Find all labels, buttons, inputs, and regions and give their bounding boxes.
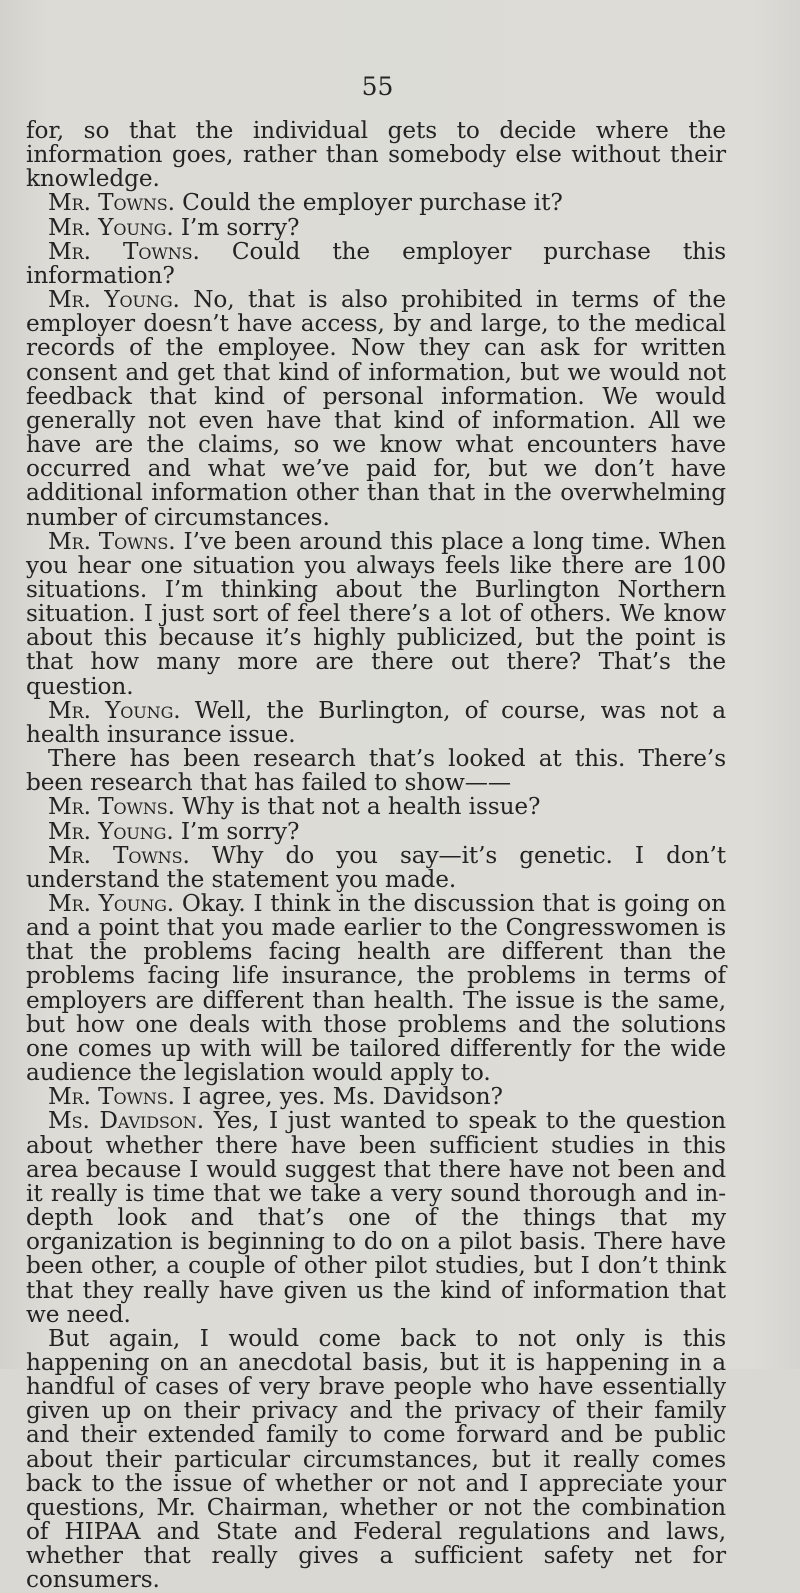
speaker-name: Mr. Towns.: [48, 189, 175, 217]
paragraph: [26, 795, 726, 819]
paragraph: [26, 1109, 726, 1326]
paragraph: [26, 1324, 726, 1593]
speaker-name: Mr. Towns.: [48, 793, 175, 821]
paragraph: [26, 237, 727, 289]
speaker-name: Mr. Young.: [48, 213, 174, 241]
paragraph: [26, 119, 726, 191]
paragraph: [26, 527, 726, 700]
paragraph-text: Could the employer purchase this information?: [26, 237, 727, 289]
paragraph: [26, 747, 726, 795]
speaker-name: Ms. Davidson.: [48, 1107, 204, 1135]
paragraph-text: But again, I would come back to not only is this happening on an anecdotal basis, but it is happening in a handful of cases of very brave people who have essentially given up on their privacy and the privacy of their family and their extended family to come forward and be public about their particular circumstances, but it really comes back to the issue of whether or not and I appreciate your questions, Mr. Chairman, whether or not the combination of HIPAA and State and Federal regulations and laws, whether that really gives a sufficient safety net for consumers.: [26, 1324, 726, 1593]
paragraph-text: I’m sorry?: [180, 817, 300, 845]
paragraph-text: Why is that not a health issue?: [182, 793, 541, 821]
paragraph: [26, 892, 726, 1085]
paragraph: [26, 191, 726, 215]
speaker-name: Mr. Towns.: [48, 841, 190, 869]
paragraph-text: Could the employer purchase it?: [182, 189, 563, 217]
paragraph: [26, 817, 726, 845]
paragraph-text: No, that is also prohibited in terms of the employer doesn’t have access, by and large, to the medical records of the employee. Now they can ask for written consent and get that kind of information, but we would not feedback that kind of personal information. We would generally not even have that kind of information. All we have are the claims, so we know what encounters have occurred and what we’ve paid for, but we don’t have additional information other than that in the overwhelming number of circumstances.: [26, 286, 726, 531]
paragraph-text: Why do you say—it’s genetic. I don’t understand the statement you made.: [26, 841, 726, 893]
paragraph: [26, 1085, 726, 1109]
paragraph-text: Yes, I just wanted to speak to the question about whether there have been sufficient studies in this area because I would suggest that there have not been and it really is time that we take a very sound thorough and in-depth look and that’s one of the things that my organization is beginning to do on a pilot basis. There have been other, a couple of other pilot studies, but I don’t think that they really have given us the kind of information that we need.: [26, 1107, 726, 1328]
paragraph: [26, 288, 726, 530]
paragraph-text: Well, the Burlington, of course, was not a health insurance issue.: [26, 696, 726, 748]
paragraph-text: I agree, yes. Ms. Davidson?: [182, 1083, 503, 1111]
speaker-name: Mr. Towns.: [48, 237, 200, 265]
speaker-name: Mr. Towns.: [48, 527, 176, 555]
speaker-name: Mr. Young.: [48, 890, 175, 917]
speaker-name: Mr. Young.: [48, 696, 181, 724]
paragraph: [26, 696, 726, 748]
transcript-body: [26, 119, 726, 1593]
speaker-name: Mr. Young.: [48, 286, 180, 314]
paragraph-text: There has been research that’s looked at this. There’s been research that has failed to show——: [26, 745, 726, 797]
paragraph-text: I’m sorry?: [180, 213, 300, 241]
speaker-name: Mr. Young.: [48, 817, 174, 845]
paragraph: [26, 213, 726, 241]
paragraph-text: for, so that the individual gets to decide where the information goes, rather than somebody else without their knowledge.: [26, 117, 726, 193]
page-number: 55: [361, 72, 394, 101]
paragraph-text: I’ve been around this place a long time. When you hear one situation you always feels like there are 100 situations. I’m thinking about the Burlington Northern situation. I just sort of feel there’s a lot of others. We know about this because it’s highly publicized, but the point is that how many more are there out there? That’s the question.: [26, 527, 726, 700]
paragraph: [26, 841, 726, 893]
speaker-name: Mr. Towns.: [48, 1083, 175, 1111]
paragraph-text: Okay. I think in the discussion that is going on and a point that you made earlier to the Congresswomen is that the problems facing health are different than the problems facing life insurance, the problems in terms of employers are different than health. The issue is the same, but how one deals with those problems and the solutions one comes up with will be tailored differently for the wide audience the legislation would apply to.: [26, 890, 727, 1087]
